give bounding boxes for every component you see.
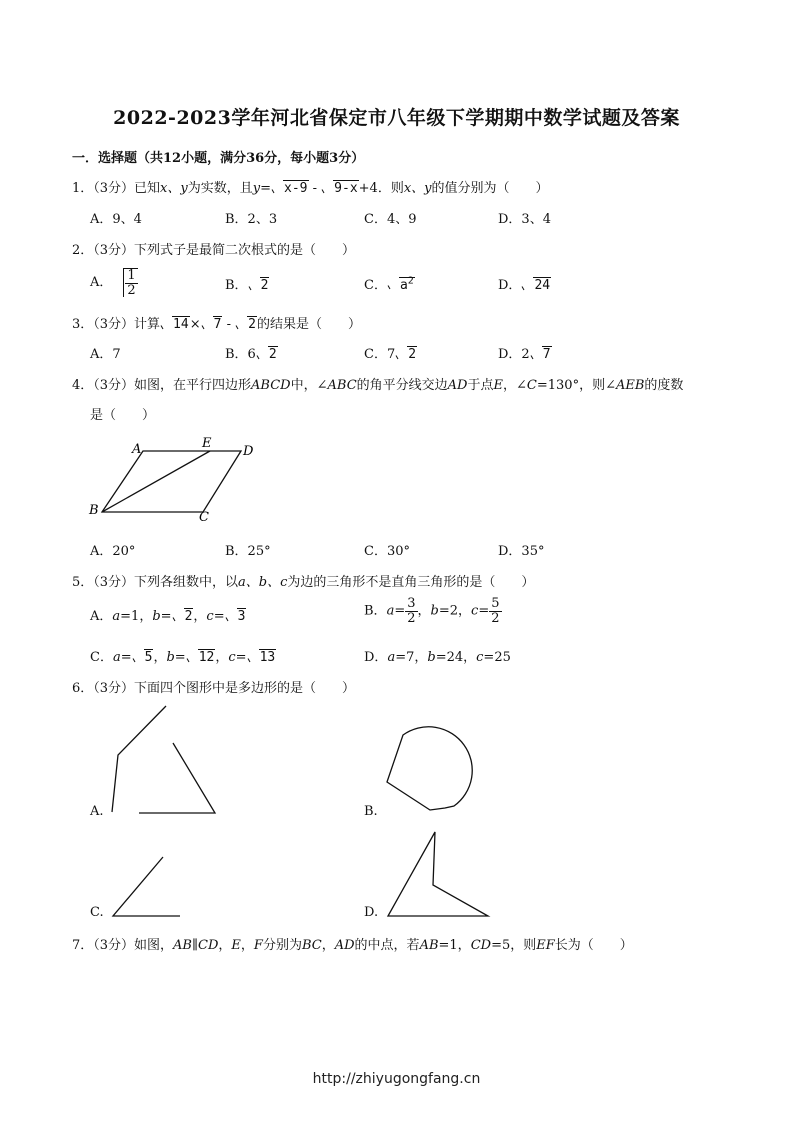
- q4-option-a: A．20°: [90, 544, 136, 559]
- footer-url: http://zhiyugongfang.cn: [312, 1071, 481, 1087]
- q5-option-c: C．a= 5，b= 12，c= 13: [90, 650, 276, 665]
- question-1: 1．（3分）已知x、y为实数，且y= x-9 - 9-x+4．则x、y的值分别为（ ）: [72, 181, 549, 196]
- q1-option-c: C．4、9: [364, 212, 417, 227]
- q3-option-c: C．7 2: [364, 347, 417, 362]
- sqrt: 9-x: [322, 181, 358, 196]
- q5-option-b: B．a= $\frac{3}{2}$ ，b=2，c= $\frac{5}{2}$: [364, 596, 500, 626]
- figure-d-polygon: [388, 832, 488, 916]
- label-a: A: [132, 442, 142, 457]
- question-6: 6．（3分）下面四个图形中是多边形的是（ ）: [72, 681, 356, 696]
- q6-option-d: D.: [364, 905, 379, 920]
- question-7: 7．（3分）如图，AB∥CD，E，F分别为BC，AD的中点，若AB=1，CD=5，则EF长为（ ）: [72, 938, 633, 953]
- question-4-line2: 是（ ）: [90, 408, 156, 423]
- figure-a-polyline: [112, 706, 166, 812]
- q2-option-d: D． 24: [498, 278, 551, 293]
- figure-b-shape: [387, 727, 472, 810]
- q4-option-b: B．25°: [225, 544, 271, 559]
- q6-option-c: C.: [90, 905, 104, 920]
- q6-option-a: A.: [90, 804, 104, 819]
- q4-option-d: D．35°: [498, 544, 545, 559]
- figure-c-angle: [113, 857, 180, 916]
- q2-option-a: A． $\frac{1}{2}$: [90, 268, 136, 298]
- q1-option-a: A．9、4: [90, 212, 142, 227]
- q4-option-c: C．30°: [364, 544, 410, 559]
- sqrt: x-9: [272, 181, 308, 196]
- q3-option-b: B．6 2: [225, 347, 277, 362]
- section-heading: 一．选择题（共12小题，满分36分，每小题3分）: [72, 151, 365, 166]
- question-2: 2．（3分）下列式子是最简二次根式的是（ ）: [72, 243, 356, 258]
- q6-option-b: B.: [364, 804, 378, 819]
- q1-option-b: B．2、3: [225, 212, 278, 227]
- label-b: B: [89, 503, 99, 518]
- q5-option-d: D．a=7，b=24，c=25: [364, 650, 511, 665]
- q3-option-a: A．7: [90, 347, 121, 362]
- question-4: 4．（3分）如图，在平行四边形ABCD中，∠ABC的角平分线交边AD于点E，∠C=130°，则∠AEB的度数: [72, 378, 684, 393]
- question-3: 3．（3分）计算 14× 7 - 2的结果是（ ）: [72, 317, 361, 332]
- label-d: D: [243, 444, 254, 459]
- q2-option-b: B． 2: [225, 278, 269, 293]
- q5-option-a: A．a=1，b= 2，c= 3: [90, 609, 246, 624]
- label-e: E: [202, 436, 212, 451]
- question-5: 5．（3分）下列各组数中，以a、b、c为边的三角形不是直角三角形的是（ ）: [72, 575, 535, 590]
- q1-option-d: D．3、4: [498, 212, 551, 227]
- figure-a-polyline-2: [139, 743, 215, 813]
- q3-option-d: D．2 7: [498, 347, 551, 362]
- label-c: C: [199, 510, 209, 525]
- q2-option-c: C． $a^2$: [364, 275, 414, 293]
- page-title: 2022-2023学年河北省保定市八年级下学期期中数学试题及答案: [113, 107, 680, 129]
